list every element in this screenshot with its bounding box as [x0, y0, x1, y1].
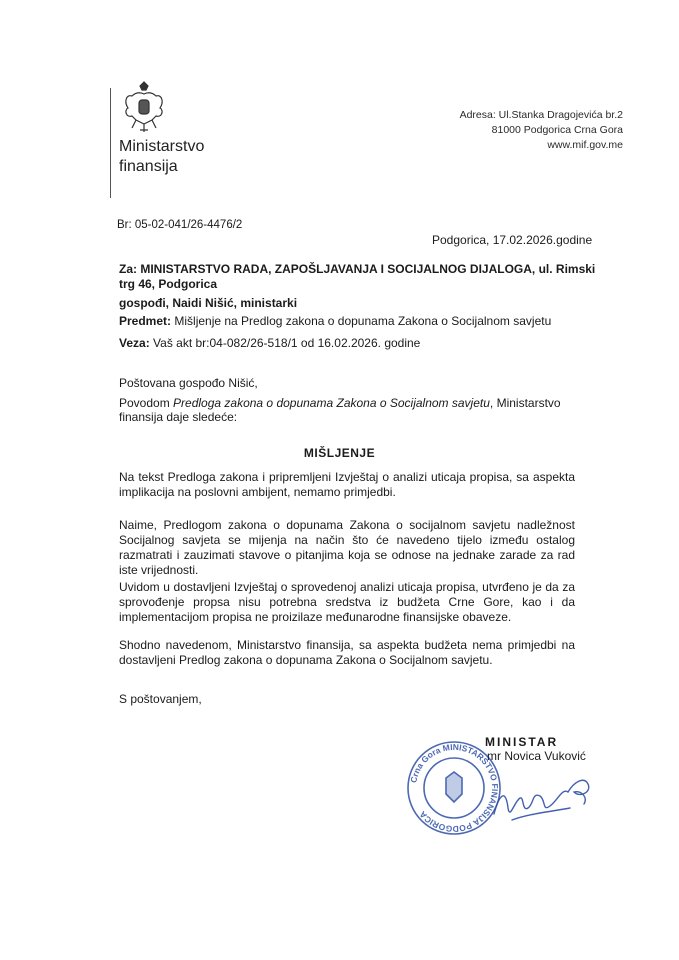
recipient-addressee: gospođi, Naidi Nišić, ministarki [119, 296, 298, 310]
ministry-name [119, 137, 204, 177]
coat-of-arms-icon [122, 80, 166, 138]
opinion-heading: MIŠLJENJE [303, 446, 376, 460]
paragraph-2: Naime, Predlogom zakona o dopunama Zakona o socijalnom savjetu nadležnost Socijalnog savjeta se mijenja na način što će navedeno tijelo između ostalog razmatrati i zauzimati stavove o pitanjima koja se odnose na jednake zarade za rad iste vrijednosti. [119, 518, 575, 577]
paragraph-4: Shodno navedenom, Ministarstvo finansija, sa aspekta budžeta nema primjedbi na dostavljeni Predlog zakona o dopunama Zakona o Socijalnom savjetu. [119, 638, 575, 667]
ministry-website: www.mif.gov.me [547, 139, 623, 151]
intro-italic: Predloga zakona o dopunama Zakona o Socijalnom savjetu [173, 396, 490, 410]
reference-link-line [119, 336, 420, 350]
letterhead-divider [110, 88, 111, 198]
ministry-name-line2: finansija [119, 158, 178, 175]
intro-prefix: Povodom [119, 396, 174, 410]
recipient-line: Za: MINISTARSTVO RADA, ZAPOŠLJAVANJA I SOCIJALNOG DIJALOGA, ul. Rimski trg 46, Podgorica [119, 262, 596, 291]
ministry-address [460, 108, 623, 153]
intro-paragraph [119, 396, 577, 424]
subject-label: Predmet: [119, 314, 172, 328]
paragraph-1: Na tekst Predloga zakona i pripremljeni Izvještaj o analizi uticaja propisa, sa aspekta implikacija na poslovni ambijent, nemamo primjedbi. [119, 470, 575, 499]
reference-number: Br: 05-02-041/26-4476/2 [117, 219, 243, 231]
address-street: Adresa: Ul.Stanka Dragojevića br.2 [459, 109, 623, 121]
signatory-title: MINISTAR [485, 735, 559, 749]
signatory-name: mr Novica Vuković [487, 749, 586, 763]
document-date: Podgorica, 17.02.2026.godine [432, 233, 593, 247]
address-city: 81000 Podgorica Crna Gora [491, 124, 623, 136]
intro-suffix: , Ministarstvo finansija daje sledeće: [119, 396, 561, 424]
stamp-text: Crna Gora MINISTARSTVO FINANSIJA PODGORICA [408, 741, 501, 835]
ministry-name-line1: Ministarstvo [119, 138, 205, 155]
link-text: Vaš akt br:04-082/26-518/1 od 16.02.2026. godine [153, 336, 421, 350]
link-label: Veza: [119, 336, 150, 350]
subject-line [119, 314, 551, 328]
subject-text: Mišljenje na Predlog zakona o dopunama Zakona o Socijalnom savjetu [174, 314, 552, 328]
closing-salutation: S poštovanjem, [119, 692, 202, 706]
greeting: Poštovana gospođo Nišić, [119, 376, 258, 390]
paragraph-3: Uvidom u dostavljeni Izvještaj o sprovedenoj analizi uticaja propisa, utvrđeno je da za sprovođenje propsa nisu potrebna sredstva iz budžeta Crne Gore, kao i da implementacijom propisa ne proizilaze međunarodne finansijske obaveze. [119, 580, 575, 624]
handwritten-signature [488, 762, 598, 832]
